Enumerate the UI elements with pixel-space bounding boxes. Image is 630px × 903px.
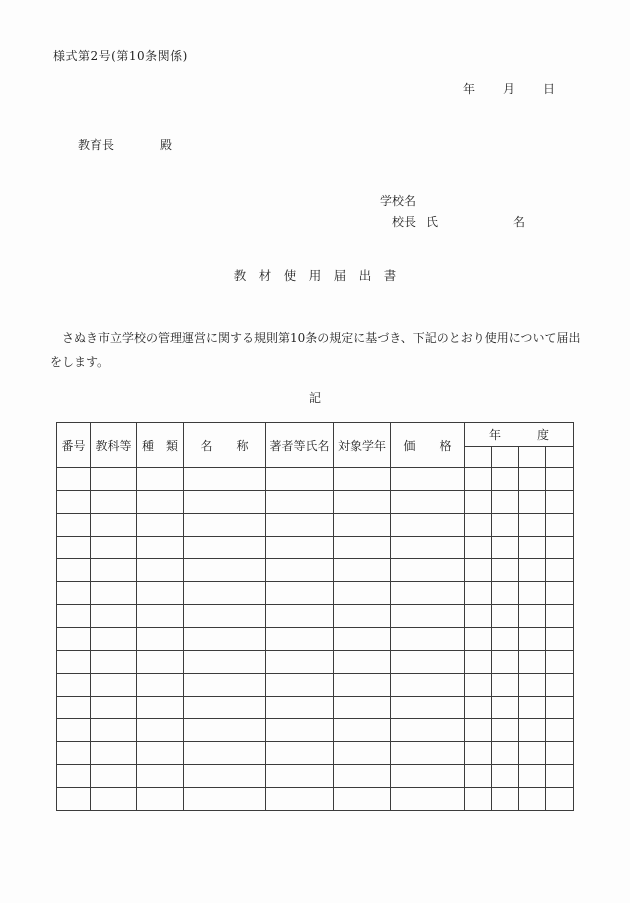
empty-cell	[391, 742, 465, 765]
empty-cell	[465, 582, 492, 605]
empty-cell	[492, 605, 519, 628]
empty-cell	[334, 719, 391, 742]
empty-cell	[391, 765, 465, 788]
empty-cell	[334, 490, 391, 513]
table-row	[57, 742, 574, 765]
empty-cell	[137, 468, 184, 491]
empty-cell	[546, 650, 574, 673]
empty-cell	[91, 582, 137, 605]
empty-cell	[334, 650, 391, 673]
addressee-honorific: 殿	[160, 138, 173, 152]
empty-cell	[519, 719, 546, 742]
year-subcolumn-cell	[519, 447, 546, 468]
empty-cell	[465, 696, 492, 719]
empty-cell	[266, 559, 334, 582]
empty-cell	[91, 788, 137, 811]
empty-cell	[184, 719, 266, 742]
empty-cell	[91, 696, 137, 719]
empty-cell	[266, 513, 334, 536]
column-header: 名 称	[184, 423, 266, 468]
date-year-label: 年	[463, 82, 476, 96]
empty-cell	[91, 513, 137, 536]
empty-cell	[91, 605, 137, 628]
empty-cell	[137, 719, 184, 742]
empty-cell	[391, 513, 465, 536]
table-row	[57, 788, 574, 811]
empty-cell	[492, 673, 519, 696]
empty-cell	[391, 605, 465, 628]
empty-cell	[465, 673, 492, 696]
school-name-label: 学校名	[380, 194, 417, 208]
empty-cell	[391, 559, 465, 582]
date-day-label: 日	[543, 82, 556, 96]
empty-cell	[334, 468, 391, 491]
empty-cell	[266, 696, 334, 719]
empty-cell	[546, 468, 574, 491]
empty-cell	[391, 696, 465, 719]
empty-cell	[546, 673, 574, 696]
column-header: 対象学年	[334, 423, 391, 468]
year-subcolumn-cell	[492, 447, 519, 468]
empty-cell	[391, 650, 465, 673]
empty-cell	[492, 536, 519, 559]
empty-cell	[184, 742, 266, 765]
empty-cell	[519, 788, 546, 811]
empty-cell	[519, 536, 546, 559]
empty-cell	[465, 468, 492, 491]
column-header: 著者等氏名	[266, 423, 334, 468]
empty-cell	[57, 490, 91, 513]
empty-cell	[492, 559, 519, 582]
empty-cell	[137, 582, 184, 605]
empty-cell	[184, 536, 266, 559]
empty-cell	[546, 765, 574, 788]
empty-cell	[465, 765, 492, 788]
empty-cell	[492, 742, 519, 765]
table-row	[57, 490, 574, 513]
empty-cell	[137, 673, 184, 696]
empty-cell	[391, 788, 465, 811]
empty-cell	[137, 742, 184, 765]
empty-cell	[266, 628, 334, 651]
column-header: 教科等	[91, 423, 137, 468]
empty-cell	[184, 513, 266, 536]
table-row	[57, 673, 574, 696]
empty-cell	[546, 719, 574, 742]
empty-cell	[184, 673, 266, 696]
empty-cell	[465, 605, 492, 628]
year-left-label: 年	[489, 428, 502, 442]
empty-cell	[334, 788, 391, 811]
empty-cell	[184, 605, 266, 628]
empty-cell	[91, 536, 137, 559]
empty-cell	[519, 513, 546, 536]
empty-cell	[519, 490, 546, 513]
empty-cell	[391, 719, 465, 742]
empty-cell	[391, 536, 465, 559]
empty-cell	[492, 650, 519, 673]
table-row	[57, 536, 574, 559]
empty-cell	[184, 559, 266, 582]
year-column-header	[465, 423, 574, 447]
empty-cell	[137, 536, 184, 559]
empty-cell	[492, 628, 519, 651]
empty-cell	[91, 650, 137, 673]
empty-cell	[57, 673, 91, 696]
record-label: 記	[308, 391, 321, 405]
empty-cell	[137, 490, 184, 513]
empty-cell	[137, 559, 184, 582]
empty-cell	[184, 628, 266, 651]
body-paragraph	[50, 326, 581, 374]
table-row	[57, 719, 574, 742]
empty-cell	[334, 742, 391, 765]
empty-cell	[519, 628, 546, 651]
date-month-label: 月	[503, 82, 516, 96]
empty-cell	[334, 605, 391, 628]
empty-cell	[137, 628, 184, 651]
empty-cell	[465, 536, 492, 559]
empty-cell	[492, 788, 519, 811]
empty-cell	[266, 605, 334, 628]
principal-line	[392, 213, 525, 230]
empty-cell	[519, 605, 546, 628]
empty-cell	[91, 742, 137, 765]
empty-cell	[546, 513, 574, 536]
empty-cell	[57, 765, 91, 788]
empty-cell	[519, 742, 546, 765]
empty-cell	[91, 490, 137, 513]
name-last-label: 名	[513, 215, 526, 229]
empty-cell	[334, 536, 391, 559]
empty-cell	[519, 582, 546, 605]
table-row	[57, 582, 574, 605]
empty-cell	[334, 628, 391, 651]
empty-cell	[465, 513, 492, 536]
empty-cell	[465, 742, 492, 765]
empty-cell	[546, 628, 574, 651]
empty-cell	[546, 605, 574, 628]
empty-cell	[137, 696, 184, 719]
table-row	[57, 696, 574, 719]
year-subcolumn-cell	[546, 447, 574, 468]
empty-cell	[184, 696, 266, 719]
empty-cell	[546, 788, 574, 811]
empty-cell	[391, 582, 465, 605]
empty-cell	[519, 650, 546, 673]
empty-cell	[334, 673, 391, 696]
empty-cell	[57, 559, 91, 582]
empty-cell	[57, 696, 91, 719]
empty-cell	[492, 490, 519, 513]
empty-cell	[266, 490, 334, 513]
empty-cell	[57, 605, 91, 628]
empty-cell	[465, 628, 492, 651]
empty-cell	[465, 559, 492, 582]
materials-table	[56, 422, 574, 811]
empty-cell	[492, 513, 519, 536]
empty-cell	[465, 650, 492, 673]
table-row	[57, 513, 574, 536]
empty-cell	[91, 559, 137, 582]
empty-cell	[184, 650, 266, 673]
empty-cell	[492, 719, 519, 742]
addressee-title: 教育長	[78, 138, 115, 152]
document-title: 教 材 使 用 届 出 書	[233, 268, 397, 283]
empty-cell	[137, 765, 184, 788]
empty-cell	[546, 490, 574, 513]
empty-cell	[57, 788, 91, 811]
empty-cell	[266, 742, 334, 765]
empty-cell	[57, 650, 91, 673]
body-line-1: さぬき市立学校の管理運営に関する規則第10条の規定に基づき、下記のとおり使用について届出	[50, 331, 581, 345]
empty-cell	[91, 628, 137, 651]
empty-cell	[91, 673, 137, 696]
empty-cell	[184, 765, 266, 788]
column-header: 価 格	[391, 423, 465, 468]
name-first-label: 氏	[426, 215, 439, 229]
empty-cell	[334, 696, 391, 719]
addressee-line	[78, 136, 172, 153]
empty-cell	[334, 582, 391, 605]
empty-cell	[57, 628, 91, 651]
empty-cell	[184, 468, 266, 491]
empty-cell	[57, 468, 91, 491]
empty-cell	[266, 650, 334, 673]
empty-cell	[519, 468, 546, 491]
empty-cell	[391, 673, 465, 696]
empty-cell	[266, 719, 334, 742]
empty-cell	[334, 513, 391, 536]
empty-cell	[492, 468, 519, 491]
principal-label: 校長	[392, 215, 417, 229]
empty-cell	[546, 696, 574, 719]
empty-cell	[57, 742, 91, 765]
empty-cell	[184, 582, 266, 605]
empty-cell	[266, 468, 334, 491]
empty-cell	[492, 696, 519, 719]
table-row	[57, 650, 574, 673]
empty-cell	[492, 765, 519, 788]
empty-cell	[334, 765, 391, 788]
table-row	[57, 605, 574, 628]
empty-cell	[137, 650, 184, 673]
empty-cell	[546, 559, 574, 582]
table-row	[57, 765, 574, 788]
empty-cell	[57, 536, 91, 559]
year-subcolumn-cell	[465, 447, 492, 468]
empty-cell	[57, 513, 91, 536]
table-row	[57, 559, 574, 582]
empty-cell	[465, 490, 492, 513]
empty-cell	[266, 582, 334, 605]
form-number: 様式第2号(第10条関係)	[53, 49, 188, 63]
empty-cell	[546, 582, 574, 605]
empty-cell	[266, 673, 334, 696]
table-row	[57, 468, 574, 491]
empty-cell	[137, 513, 184, 536]
empty-cell	[391, 468, 465, 491]
column-header: 種 類	[137, 423, 184, 468]
empty-cell	[184, 490, 266, 513]
empty-cell	[266, 765, 334, 788]
empty-cell	[91, 719, 137, 742]
empty-cell	[184, 788, 266, 811]
empty-cell	[334, 559, 391, 582]
empty-cell	[266, 536, 334, 559]
empty-cell	[519, 696, 546, 719]
empty-cell	[57, 719, 91, 742]
year-right-label: 度	[536, 428, 549, 442]
date-line	[463, 80, 555, 97]
empty-cell	[519, 765, 546, 788]
table-row	[57, 628, 574, 651]
empty-cell	[465, 719, 492, 742]
empty-cell	[137, 788, 184, 811]
empty-cell	[57, 582, 91, 605]
empty-cell	[546, 536, 574, 559]
empty-cell	[137, 605, 184, 628]
empty-cell	[266, 788, 334, 811]
empty-cell	[492, 582, 519, 605]
empty-cell	[465, 788, 492, 811]
empty-cell	[91, 765, 137, 788]
empty-cell	[391, 490, 465, 513]
empty-cell	[519, 559, 546, 582]
body-line-2: をします。	[50, 355, 110, 369]
empty-cell	[391, 628, 465, 651]
empty-cell	[546, 742, 574, 765]
column-header: 番号	[57, 423, 91, 468]
empty-cell	[91, 468, 137, 491]
empty-cell	[519, 673, 546, 696]
